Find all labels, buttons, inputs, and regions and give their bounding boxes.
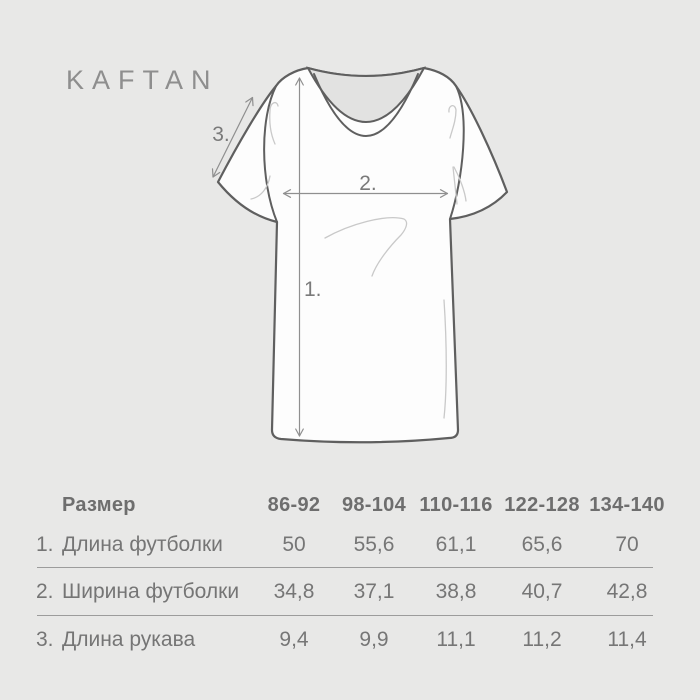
- row-value: 50: [282, 533, 306, 556]
- size-col-3: 122-128: [504, 493, 580, 516]
- size-col-1: 98-104: [341, 493, 407, 516]
- row-value: 65,6: [521, 533, 563, 556]
- row-label: [36, 533, 254, 557]
- measure-label-sleeve: 3.: [212, 123, 230, 146]
- row-value: 70: [615, 533, 639, 556]
- size-table: [36, 488, 668, 664]
- row-label-text: Ширина футболки: [62, 580, 240, 603]
- row-number: 2.: [36, 580, 54, 603]
- measure-label-length: 1.: [304, 278, 322, 301]
- size-col-2: 110-116: [419, 493, 493, 516]
- row-value: 42,8: [606, 580, 648, 603]
- row-label: [36, 628, 254, 652]
- row-value: 61,1: [435, 533, 477, 556]
- row-value: 40,7: [521, 580, 563, 603]
- row-label: [36, 580, 254, 604]
- table-row-sleeve: [36, 616, 668, 664]
- row-label-text: Длина рукава: [62, 628, 196, 651]
- row-value: 11,1: [436, 628, 476, 651]
- row-value: 11,4: [607, 628, 647, 651]
- row-number: 3.: [36, 628, 54, 651]
- row-label-text: Длина футболки: [62, 533, 223, 556]
- table-header-row: [36, 488, 668, 522]
- table-row-width: [36, 568, 668, 616]
- size-col-4: 134-140: [589, 493, 665, 516]
- row-value: 38,8: [435, 580, 477, 603]
- row-value: 11,2: [522, 628, 562, 651]
- measure-label-width: 2.: [359, 172, 377, 195]
- row-number: 1.: [36, 533, 54, 556]
- size-header-label: Размер: [62, 493, 136, 516]
- row-value: 55,6: [353, 533, 395, 556]
- size-col-0: 86-92: [267, 493, 321, 516]
- row-value: 37,1: [353, 580, 395, 603]
- row-value: 9,4: [279, 628, 309, 651]
- row-value: 9,9: [359, 628, 389, 651]
- row-value: 34,8: [273, 580, 315, 603]
- brand-logo: KAFTAN: [66, 65, 219, 95]
- table-row-length: [36, 522, 668, 568]
